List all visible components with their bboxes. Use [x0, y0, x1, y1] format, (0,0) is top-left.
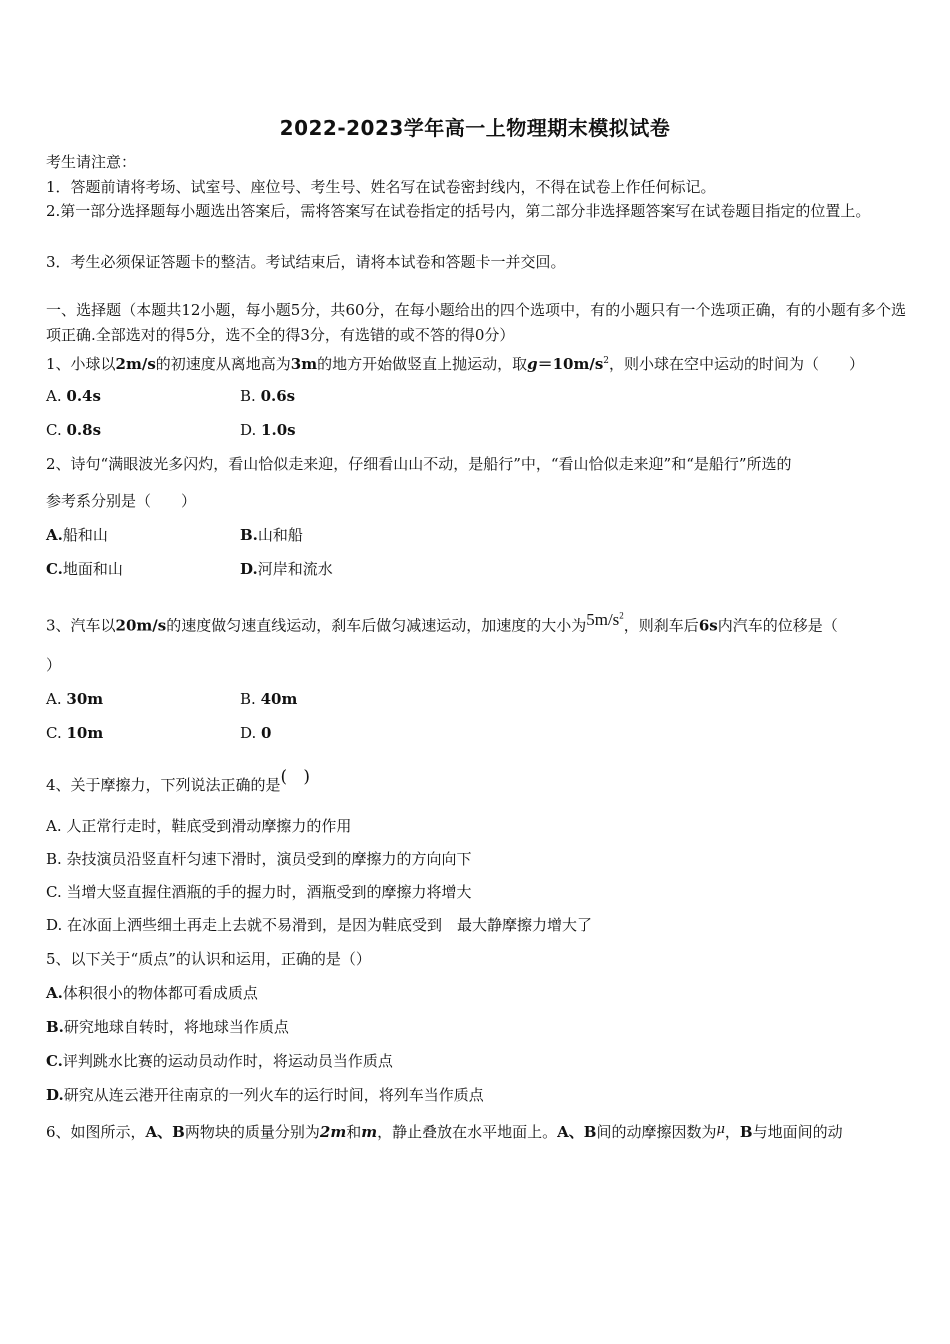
question-5-option-b[interactable]: B.研究地球自转时，将地球当作质点 [46, 1018, 289, 1036]
question-4-option-b[interactable]: B. 杂技演员沿竖直杆匀速下滑时，演员受到的摩擦力的方向向下 [46, 850, 472, 868]
question-2-stem-line2: 参考系分别是（ ） [46, 492, 197, 510]
notice-item-3: 3．考生必须保证答题卡的整洁。考试结束后，请将本试卷和答题卡一并交回。 [46, 253, 566, 271]
notice-heading: 考生请注意： [46, 153, 137, 171]
question-4-option-d[interactable]: D. 在冰面上洒些细土再走上去就不易滑到，是因为鞋底受到 最大静摩擦力增大了 [46, 916, 593, 934]
notice-item-1: 1．答题前请将考场、试室号、座位号、考生号、姓名写在试卷密封线内，不得在试卷上作任何标记。 [46, 178, 716, 196]
acceleration-value: $5m/s^2$ [586, 609, 624, 629]
question-3-option-b[interactable]: B. 40m [240, 690, 298, 708]
question-1-option-d[interactable]: D. 1.0s [240, 421, 296, 439]
question-5-stem: 5、以下关于“质点”的认识和运用，正确的是（） [46, 950, 371, 968]
question-2-option-c[interactable]: C.地面和山 [46, 560, 123, 578]
page-title: 2022-2023学年高一上物理期末模拟试卷 [279, 116, 671, 140]
question-2-option-d[interactable]: D.河岸和流水 [240, 560, 333, 578]
question-2-stem-line1: 2、诗句“满眼波光多闪灼，看山恰似走来迎，仔细看山山不动，是船行”中，“看山恰似走来迎”和“是船行”所选的 [46, 455, 792, 473]
question-2-option-b[interactable]: B.山和船 [240, 526, 303, 544]
question-4-stem: 4、关于摩擦力，下列说法正确的是( ) [46, 767, 311, 794]
question-2-option-a[interactable]: A.船和山 [46, 526, 108, 544]
section-heading: 一、选择题（本题共12小题，每小题5分，共60分，在每小题给出的四个选项中，有的小题只有一个选项正确，有的小题有多个选项正确.全部选对的得5分，选不全的得3分，有选错的或不答的得0分） [46, 301, 906, 344]
question-1-option-c[interactable]: C. 0.8s [46, 421, 102, 439]
question-3-option-a[interactable]: A. 30m [46, 690, 104, 708]
question-4-option-c[interactable]: C. 当增大竖直握住酒瓶的手的握力时，酒瓶受到的摩擦力将增大 [46, 883, 472, 901]
question-1-option-a[interactable]: A. 0.4s [46, 387, 101, 405]
question-5-option-c[interactable]: C.评判跳水比赛的运动员动作时，将运动员当作质点 [46, 1052, 393, 1070]
question-1-stem: 1、小球以2m/s的初速度从离地高为3m的地方开始做竖直上抛运动，取$g=10m/s^2$，则小球在空中运动的时间为（ ） [46, 355, 865, 373]
question-3-stem-line2: ） [46, 656, 62, 674]
question-5-option-a[interactable]: A.体积很小的物体都可看成质点 [46, 984, 258, 1002]
question-6-stem: 6、如图所示，A、B两物块的质量分别为2m和m，静止叠放在水平地面上。A、B间的动摩擦因数为μ，B与地面间的动 [46, 1122, 843, 1141]
notice-item-2: 2.第一部分选择题每小题选出答案后，需将答案写在试卷指定的括号内，第二部分非选择题答案写在试卷题目指定的位置上。 [46, 202, 871, 220]
question-5-option-d[interactable]: D.研究从连云港开往南京的一列火车的运行时间，将列车当作质点 [46, 1086, 484, 1104]
question-3-option-c[interactable]: C. 10m [46, 724, 104, 742]
question-3-option-d[interactable]: D. 0 [240, 724, 272, 742]
question-4-option-a[interactable]: A. 人正常行走时，鞋底受到滑动摩擦力的作用 [46, 817, 352, 835]
question-1-option-b[interactable]: B. 0.6s [240, 387, 296, 405]
question-3-stem: 3、汽车以20m/s的速度做匀速直线运动，刹车后做匀减速运动，加速度的大小为$5m/s^2$，则刹车后6s内汽车的位移是（ [46, 609, 838, 635]
